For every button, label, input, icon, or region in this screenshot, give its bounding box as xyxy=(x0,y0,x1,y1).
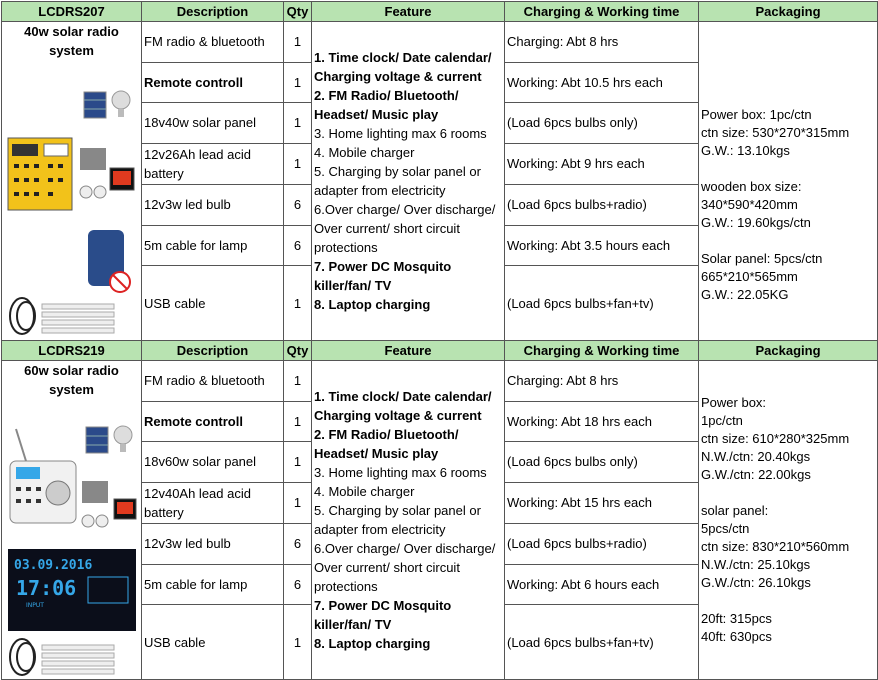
item-description: 5m cable for lamp xyxy=(142,225,284,266)
feature-item: 2. FM Radio/ Bluetooth/ Headset/ Music play xyxy=(314,427,459,461)
bulb-icon xyxy=(112,91,130,109)
item-charging-time: Working: Abt 10.5 hrs each xyxy=(505,62,699,103)
packaging-info xyxy=(699,22,878,341)
item-charging-time: Working: Abt 6 hours each xyxy=(505,564,699,605)
packaging-line: solar panel: xyxy=(701,503,769,518)
cable-icon xyxy=(10,639,35,675)
item-charging-time: Working: Abt 3.5 hours each xyxy=(505,225,699,266)
item-qty: 1 xyxy=(284,605,312,680)
cable-icon xyxy=(10,298,35,334)
antenna-icon xyxy=(16,429,26,461)
packaging-line: G.W.: 19.60kgs/ctn xyxy=(701,215,811,230)
col-feature: Feature xyxy=(312,341,505,361)
item-qty: 1 xyxy=(284,266,312,341)
lcd-date-text: 03.09.2016 xyxy=(14,558,93,573)
product-name-line1: 60w solar radio xyxy=(24,363,119,378)
feature-item: 6.Over charge/ Over discharge/ Over current/ short circuit protections xyxy=(314,202,496,255)
col-description: Description xyxy=(142,341,284,361)
packaging-line: Power box: xyxy=(701,395,767,410)
feature-item: 8. Laptop charging xyxy=(314,636,431,651)
spec-table xyxy=(1,1,878,680)
feature-item: 6.Over charge/ Over discharge/ Over current/ short circuit protections xyxy=(314,541,496,594)
bulb-icon xyxy=(114,426,132,444)
item-qty: 6 xyxy=(284,225,312,266)
feature-item: 4. Mobile charger xyxy=(314,484,415,499)
item-description: FM radio & bluetooth xyxy=(142,22,284,63)
product-cell xyxy=(2,22,142,341)
lcd-time-text: 17:06 xyxy=(16,576,77,600)
item-qty: 1 xyxy=(284,62,312,103)
feature-item: 5. Charging by solar panel or adapter from electricity xyxy=(314,503,481,537)
item-description: 18v40w solar panel xyxy=(142,103,284,144)
item-description: 12v26Ah lead acid battery xyxy=(142,143,284,185)
item-charging-time: (Load 6pcs bulbs+radio) xyxy=(505,185,699,226)
col-charging: Charging & Working time xyxy=(505,2,699,22)
feature-item: 7. Power DC Mosquito killer/fan/ TV xyxy=(314,598,452,632)
item-description: 12v3w led bulb xyxy=(142,185,284,226)
packaging-line: N.W./ctn: 25.10kgs xyxy=(701,557,811,572)
battery-icon xyxy=(80,148,106,170)
feature-list xyxy=(312,22,505,341)
item-description: Remote controll xyxy=(142,401,284,442)
item-description: USB cable xyxy=(142,266,284,341)
solar-kit-illustration xyxy=(4,399,140,679)
packaging-line: 1pc/ctn xyxy=(701,413,743,428)
packaging-spacer xyxy=(701,592,875,610)
packaging-line: wooden box size: xyxy=(701,179,802,194)
product-photos xyxy=(4,60,139,340)
item-charging-time: (Load 6pcs bulbs+radio) xyxy=(505,524,699,565)
packaging-line: G.W./ctn: 26.10kgs xyxy=(701,575,811,590)
packaging-line: G.W.: 13.10kgs xyxy=(701,143,790,158)
item-description: Remote controll xyxy=(142,62,284,103)
packaging-line: 40ft: 630pcs xyxy=(701,629,772,644)
product-name-line1: 40w solar radio xyxy=(24,24,119,39)
product-cell xyxy=(2,361,142,680)
feature-item: 1. Time clock/ Date calendar/ Charging voltage & current xyxy=(314,389,492,423)
packaging-line: 5pcs/ctn xyxy=(701,521,750,536)
packaging-line: ctn size: 530*270*315mm xyxy=(701,125,850,140)
feature-list xyxy=(312,361,505,680)
solar-panel-icon xyxy=(84,92,106,118)
packaging-line: 20ft: 315pcs xyxy=(701,611,772,626)
feature-item: 1. Time clock/ Date calendar/ Charging voltage & current xyxy=(314,50,492,84)
item-charging-time: Working: Abt 18 hrs each xyxy=(505,401,699,442)
packaging-line: ctn size: 830*210*560mm xyxy=(701,539,850,554)
item-qty: 1 xyxy=(284,401,312,442)
item-qty: 6 xyxy=(284,524,312,565)
item-qty: 1 xyxy=(284,143,312,185)
packaging-line: 340*590*420mm xyxy=(701,197,798,212)
col-packaging: Packaging xyxy=(699,341,878,361)
header-row xyxy=(2,2,878,22)
packaging-line: G.W.: 22.05KG xyxy=(701,287,789,302)
item-charging-time: (Load 6pcs bulbs+fan+tv) xyxy=(505,605,699,680)
packaging-line: 665*210*565mm xyxy=(701,269,798,284)
feature-item: 5. Charging by solar panel or adapter from electricity xyxy=(314,164,481,198)
packaging-line: Solar panel: 5pcs/ctn xyxy=(701,251,823,266)
col-description: Description xyxy=(142,2,284,22)
feature-item: 3. Home lighting max 6 rooms xyxy=(314,465,487,480)
packaging-info xyxy=(699,361,878,680)
item-qty: 6 xyxy=(284,185,312,226)
packaging-line: N.W./ctn: 20.40kgs xyxy=(701,449,811,464)
product-photos xyxy=(4,399,139,679)
lcd-label-text: INPUT xyxy=(26,602,44,609)
product-code: LCDRS207 xyxy=(2,2,142,22)
product-name-line2: system xyxy=(49,43,94,58)
feature-item: 2. FM Radio/ Bluetooth/ Headset/ Music play xyxy=(314,88,459,122)
item-qty: 1 xyxy=(284,22,312,63)
product-name-line2: system xyxy=(49,382,94,397)
packaging-spacer xyxy=(701,160,875,178)
product-code: LCDRS219 xyxy=(2,341,142,361)
item-charging-time: (Load 6pcs bulbs only) xyxy=(505,103,699,144)
item-description: 5m cable for lamp xyxy=(142,564,284,605)
item-charging-time: Working: Abt 9 hrs each xyxy=(505,143,699,185)
packaging-line: ctn size: 610*280*325mm xyxy=(701,431,850,446)
packaging-line: G.W./ctn: 22.00kgs xyxy=(701,467,811,482)
item-charging-time: Working: Abt 15 hrs each xyxy=(505,482,699,524)
col-qty: Qty xyxy=(284,341,312,361)
item-description: USB cable xyxy=(142,605,284,680)
item-charging-time: Charging: Abt 8 hrs xyxy=(505,22,699,63)
item-qty: 1 xyxy=(284,103,312,144)
item-qty: 1 xyxy=(284,482,312,524)
packaging-spacer xyxy=(701,232,875,250)
feature-item: 4. Mobile charger xyxy=(314,145,415,160)
table-row xyxy=(2,22,878,63)
header-row xyxy=(2,341,878,361)
col-feature: Feature xyxy=(312,2,505,22)
item-charging-time: (Load 6pcs bulbs+fan+tv) xyxy=(505,266,699,341)
item-description: 12v3w led bulb xyxy=(142,524,284,565)
table-row xyxy=(2,361,878,402)
packaging-spacer xyxy=(701,484,875,502)
col-packaging: Packaging xyxy=(699,2,878,22)
item-qty: 1 xyxy=(284,442,312,483)
item-charging-time: Charging: Abt 8 hrs xyxy=(505,361,699,402)
solar-kit-illustration xyxy=(4,60,140,340)
item-charging-time: (Load 6pcs bulbs only) xyxy=(505,442,699,483)
solar-panel-icon xyxy=(86,427,108,453)
item-qty: 1 xyxy=(284,361,312,402)
led-tube-icon xyxy=(42,645,114,674)
col-charging: Charging & Working time xyxy=(505,341,699,361)
item-description: 18v60w solar panel xyxy=(142,442,284,483)
feature-item: 3. Home lighting max 6 rooms xyxy=(314,126,487,141)
item-description: FM radio & bluetooth xyxy=(142,361,284,402)
packaging-line: Power box: 1pc/ctn xyxy=(701,107,812,122)
item-qty: 6 xyxy=(284,564,312,605)
led-tube-icon xyxy=(42,304,114,333)
item-description: 12v40Ah lead acid battery xyxy=(142,482,284,524)
col-qty: Qty xyxy=(284,2,312,22)
feature-item: 7. Power DC Mosquito killer/fan/ TV xyxy=(314,259,452,293)
battery-icon xyxy=(82,481,108,503)
feature-item: 8. Laptop charging xyxy=(314,297,431,312)
